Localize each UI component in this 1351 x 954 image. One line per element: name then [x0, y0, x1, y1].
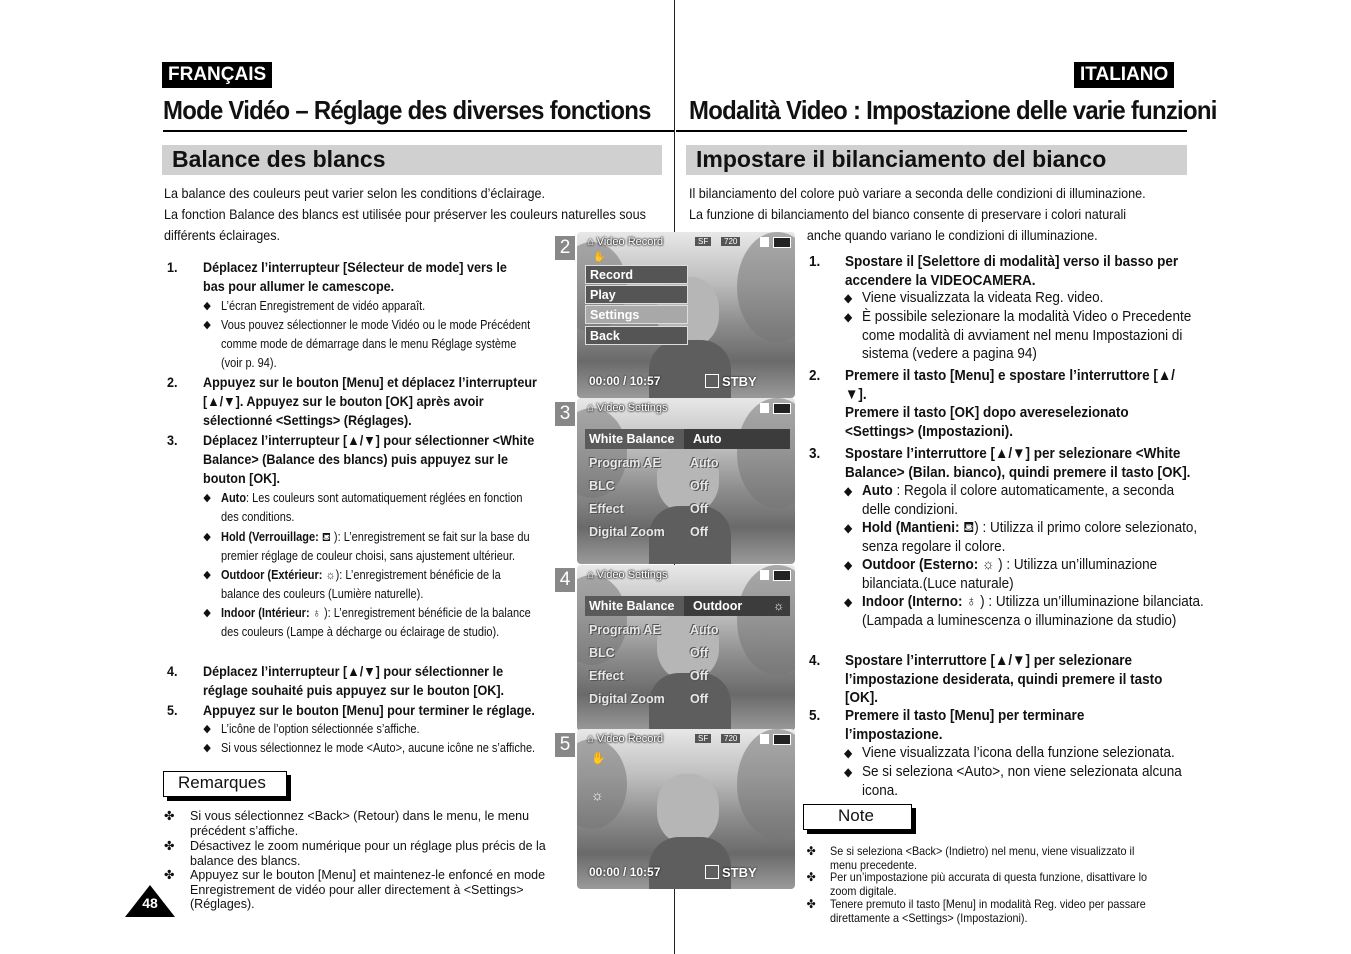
- setting-key: White Balance: [585, 429, 684, 449]
- diamond-bullet-icon: ◆: [844, 595, 853, 609]
- resolution-tag: 720: [721, 734, 740, 743]
- camera-icon-title: ⌂ Video Settings: [587, 402, 668, 414]
- screen-video-settings-outdoor: [577, 565, 795, 731]
- bullet-key: Outdoor (Esterno:: [862, 556, 979, 573]
- bullet-text: ): L’enregistrement se fait sur la base du premier réglage de couleur choisi, sans ajustement ultérieur.: [221, 530, 530, 564]
- screen-label-3: 3: [555, 402, 575, 426]
- intro-line: anche quando variano le condizioni di illuminazione.: [806, 227, 1098, 243]
- bullet-text: ): L’enregistrement bénéficie de la balance des couleurs (Lampe à décharge ou éclairage de studio).: [221, 606, 531, 640]
- camera-icon-title: ⌂ Video Record: [587, 236, 664, 248]
- screen-label-5: 5: [555, 733, 575, 757]
- cross-bullet-icon: ✤: [164, 868, 175, 882]
- section-title-fr: Balance des blancs: [172, 146, 386, 172]
- setting-key: White Balance: [585, 596, 684, 616]
- step-2-it: [809, 367, 1187, 441]
- bullet-text: Si vous sélectionnez le mode <Auto>, aucune icône ne s’affiche.: [221, 741, 536, 755]
- step-text: Appuyez sur le bouton [Menu] et déplacez l’interrupteur [▲/▼]. Appuyez sur le bouton [OK] après avoir sélectionné <Settings> (Réglages).: [203, 374, 537, 428]
- title-rule-fr: [163, 130, 674, 132]
- step-3-bullet-indoor-fr: [203, 604, 542, 642]
- step-1-bullet-1-it: [844, 289, 1204, 308]
- setting-key: BLC: [589, 646, 615, 660]
- step-number: 2.: [167, 374, 178, 390]
- remark-2: [164, 839, 560, 868]
- diamond-bullet-icon: ◆: [203, 569, 211, 581]
- remark-1: [164, 809, 560, 838]
- step-text: Appuyez sur le bouton [Menu] pour terminer le réglage.: [203, 702, 535, 718]
- diamond-bullet-icon: ◆: [844, 291, 853, 305]
- page-number-text: 48: [142, 895, 158, 911]
- timecode: 00:00 / 10:57: [589, 374, 661, 388]
- bullet-key: Indoor (Interno:: [862, 593, 963, 610]
- note-text: Per un’impostazione più accurata di questa funzione, disattivare lo zoom digitale.: [830, 870, 1147, 898]
- bullet-text: ) : Utilizza un’illuminazione bilanciata. (Lampada a luminescenza o illuminazione da studio): [862, 593, 1204, 629]
- setting-value: Auto: [693, 432, 722, 446]
- section-bar-it: [686, 145, 1187, 175]
- bullet-text: L’icône de l’option sélectionnée s’affiche.: [221, 722, 420, 736]
- setting-white-balance[interactable]: [585, 596, 790, 616]
- title-rule-it: [676, 130, 1187, 132]
- hold-wb-icon: ✋: [593, 252, 606, 263]
- bullet-text: ) : Utilizza un’illuminazione bilanciata.(Luce naturale): [862, 556, 1158, 592]
- setting-key: Program AE: [589, 456, 661, 470]
- step-number: 3.: [809, 445, 821, 462]
- setting-key: BLC: [589, 479, 615, 493]
- step-3-it: [809, 445, 1205, 482]
- step-1-fr: [167, 258, 527, 296]
- step-5-bullet-2-fr: [203, 739, 555, 758]
- screen-label-4: 4: [555, 568, 575, 592]
- setting-value: Off: [690, 692, 709, 706]
- intro-line: La balance des couleurs peut varier selon les conditions d’éclairage.: [164, 185, 546, 201]
- screen-video-record-menu: [577, 232, 795, 398]
- setting-value: Auto: [690, 623, 719, 637]
- screen-label-2: 2: [555, 236, 575, 260]
- quality-tag: SF: [695, 237, 711, 246]
- diamond-bullet-icon: ◆: [844, 746, 853, 760]
- camera-icon-title: ⌂ Video Record: [587, 733, 664, 745]
- intro-line: La fonction Balance des blancs est utilisée pour préserver les couleurs naturelles sous: [164, 206, 646, 222]
- standby-status: STBY: [705, 865, 757, 880]
- step-4-it: [809, 652, 1187, 708]
- page-number: [125, 885, 175, 917]
- bullet-text: Viene visualizzata la videata Reg. video.: [862, 289, 1104, 306]
- step-text: Déplacez l’interrupteur [▲/▼] pour sélectionner le réglage souhaité puis appuyez sur le bouton [OK].: [203, 663, 505, 698]
- remarks-box: [163, 771, 287, 797]
- setting-value: Off: [690, 502, 709, 516]
- bullet-text: L’écran Enregistrement de vidéo apparaît.: [221, 299, 426, 313]
- setting-effect[interactable]: [585, 666, 790, 686]
- note-title: Note: [838, 806, 874, 825]
- setting-key: Digital Zoom: [589, 692, 665, 706]
- screen-title: Video Record: [596, 236, 664, 248]
- step-number: 5.: [809, 707, 821, 724]
- step-5-bullet-1-it: [844, 744, 1204, 763]
- step-3-bullet-hold-it: [844, 519, 1204, 556]
- setting-blc[interactable]: [585, 643, 790, 663]
- diamond-bullet-icon: ◆: [844, 521, 853, 535]
- step-3-bullet-indoor-it: [844, 593, 1204, 630]
- intro-it: [689, 183, 1175, 246]
- diamond-bullet-icon: ◆: [203, 742, 211, 754]
- sun-icon: ☼: [981, 556, 995, 573]
- lamp-icon: ♁: [312, 606, 321, 620]
- step-5-bullet-2-it: [844, 763, 1204, 800]
- remarks-title: Remarques: [178, 773, 266, 792]
- step-3-bullet-auto-fr: [203, 489, 542, 527]
- bullet-text: ) : Utilizza il primo colore selezionato, senza regolare il colore.: [862, 519, 1198, 555]
- note-text: Se si seleziona <Back> (Indietro) nel menu, viene visualizzato il menu precedente.: [830, 844, 1135, 872]
- step-number: 1.: [167, 259, 178, 275]
- resolution-tag: 720: [721, 237, 740, 246]
- step-text: Déplacez l’interrupteur [▲/▼] pour sélectionner <White Balance> (Balance des blancs) puis appuyez sur le bouton [OK].: [203, 432, 535, 486]
- diamond-bullet-icon: ◆: [844, 765, 853, 779]
- language-badge-it: ITALIANO: [1074, 62, 1174, 88]
- battery-icon: [773, 570, 791, 581]
- step-text: Spostare il [Selettore di modalità] verso il basso per accendere la VIDEOCAMERA.: [845, 253, 1179, 289]
- setting-white-balance[interactable]: [585, 429, 790, 449]
- language-badge-fr: FRANÇAIS: [162, 62, 272, 88]
- hold-wb-icon: ⛾: [963, 519, 975, 536]
- intro-line: La funzione di bilanciamento del bianco consente di preservare i colori naturali: [689, 206, 1127, 222]
- step-text: Premere il tasto [Menu] e spostare l’interruttore [▲/▼].: [845, 367, 1175, 403]
- camera-icon-title: ⌂ Video Settings: [587, 569, 668, 581]
- setting-effect[interactable]: [585, 499, 790, 519]
- menu-item-back[interactable]: Back: [585, 326, 688, 345]
- menu-item-play[interactable]: Play: [585, 285, 688, 304]
- step-text: Spostare l’interruttore [▲/▼] per selezionare <White Balance> (Bilan. bianco), quindi premere il tasto [OK].: [845, 445, 1191, 481]
- sun-icon: ☼: [773, 599, 785, 613]
- cross-bullet-icon: ✤: [164, 839, 175, 853]
- step-number: 5.: [167, 702, 178, 718]
- diamond-bullet-icon: ◆: [844, 558, 853, 572]
- bullet-text: ): L’enregistrement bénéficie de la balance des couleurs (Lumière naturelle).: [221, 568, 501, 602]
- battery-icon: [773, 403, 791, 414]
- step-3-fr: [167, 431, 545, 488]
- page-title-fr: Mode Vidéo – Réglage des diverses fonctions: [163, 95, 651, 125]
- bullet-key: Auto: [862, 482, 893, 499]
- menu-item-record[interactable]: Record: [585, 265, 688, 284]
- step-number: 4.: [167, 663, 178, 679]
- bullet-key: Indoor (Intérieur:: [221, 606, 310, 620]
- setting-key: Effect: [589, 669, 624, 683]
- bullet-text: È possibile selezionare la modalità Video o Precedente come modalità di avviament nel menu Impostazioni di sistema (vedere a pagina 94): [862, 308, 1192, 362]
- bullet-text: : Regola il colore automaticamente, a seconda delle condizioni.: [862, 482, 1175, 518]
- screen-video-settings-auto: [577, 398, 795, 564]
- diamond-bullet-icon: ◆: [203, 492, 211, 504]
- cross-bullet-icon: ✤: [806, 870, 816, 884]
- step-5-it: [809, 707, 1115, 744]
- setting-value: Outdoor: [693, 599, 743, 613]
- bullet-key: Outdoor (Extérieur:: [221, 568, 323, 582]
- intro-line: Il bilanciamento del colore può variare a seconda delle condizioni di illuminazione.: [689, 185, 1146, 201]
- step-3-bullet-auto-it: [844, 482, 1204, 519]
- setting-program-ae[interactable]: [585, 620, 790, 640]
- cross-bullet-icon: ✤: [806, 844, 816, 858]
- sun-icon: ☼: [325, 568, 336, 582]
- step-3-bullet-hold-fr: [203, 528, 542, 566]
- bullet-key: Hold (Verrouillage:: [221, 530, 319, 544]
- timecode: 00:00 / 10:57: [589, 865, 661, 879]
- quality-tag: SF: [695, 734, 711, 743]
- memory-card-icon: [760, 734, 769, 744]
- step-3-bullet-outdoor-it: [844, 556, 1204, 593]
- diamond-bullet-icon: ◆: [203, 607, 211, 619]
- intro-line: différents éclairages.: [164, 227, 281, 243]
- section-bar-fr: [162, 145, 662, 175]
- setting-blc[interactable]: [585, 476, 790, 496]
- bullet-text: : Les couleurs sont automatiquement réglées en fonction des conditions.: [221, 491, 523, 525]
- setting-digital-zoom[interactable]: [585, 689, 790, 709]
- note-1: [806, 844, 1145, 872]
- note-box: [803, 804, 912, 830]
- setting-key: Digital Zoom: [589, 525, 665, 539]
- note-2: [806, 870, 1172, 898]
- screen-title: Video Settings: [596, 402, 668, 414]
- remark-text: Désactivez le zoom numérique pour un réglage plus précis de la balance des blancs.: [190, 839, 546, 868]
- setting-value: Off: [690, 646, 709, 660]
- bullet-text: Viene visualizzata l’icona della funzione selezionata.: [862, 744, 1175, 761]
- note-3: [806, 897, 1172, 925]
- remark-text: Si vous sélectionnez <Back> (Retour) dans le menu, le menu précédent s’affiche.: [190, 809, 530, 838]
- bullet-text: Se si seleziona <Auto>, non viene selezionata alcuna icona.: [862, 763, 1182, 799]
- diamond-bullet-icon: ◆: [203, 531, 211, 543]
- cross-bullet-icon: ✤: [806, 897, 816, 911]
- diamond-bullet-icon: ◆: [203, 319, 211, 331]
- step-number: 4.: [809, 652, 821, 669]
- hold-wb-icon: ✋: [591, 751, 606, 765]
- step-number: 2.: [809, 367, 821, 384]
- step-text: Premere il tasto [OK] dopo avereselezionato <Settings> (Impostazioni).: [845, 404, 1129, 440]
- step-text: Premere il tasto [Menu] per terminare l’impostazione.: [845, 707, 1085, 743]
- standby-status: STBY: [705, 374, 757, 389]
- remark-text: Appuyez sur le bouton [Menu] et maintenez-le enfoncé en mode Enregistrement de vidéo pour aller directement à <Settings> (Réglages).: [190, 868, 546, 911]
- battery-icon: [773, 734, 791, 745]
- step-2-fr: [167, 373, 545, 430]
- step-4-fr: [167, 662, 545, 700]
- step-3-bullet-outdoor-fr: [203, 566, 542, 604]
- setting-value: Off: [690, 669, 709, 683]
- setting-digital-zoom[interactable]: [585, 522, 790, 542]
- bullet-key: Auto: [221, 491, 247, 505]
- sun-icon: ☼: [591, 787, 604, 803]
- cross-bullet-icon: ✤: [164, 809, 175, 823]
- diamond-bullet-icon: ◆: [844, 310, 853, 324]
- step-5-bullet-1-fr: [203, 720, 555, 739]
- setting-value: Off: [690, 525, 709, 539]
- setting-key: Effect: [589, 502, 624, 516]
- step-1-bullet-1-fr: [203, 297, 538, 316]
- step-1-bullet-2-it: [844, 308, 1204, 364]
- memory-card-icon: [760, 403, 769, 413]
- section-title-it: Impostare il bilanciamento del bianco: [696, 146, 1107, 172]
- step-text: Déplacez l’interrupteur [Sélecteur de mode] vers le bas pour allumer le camescope.: [203, 259, 507, 294]
- hold-wb-icon: ⛾: [321, 530, 331, 544]
- setting-value: Off: [690, 479, 709, 493]
- screen-title: Video Record: [596, 733, 664, 745]
- step-number: 1.: [809, 253, 821, 270]
- bullet-text: Vous pouvez sélectionner le mode Vidéo ou le mode Précédent comme mode de démarrage dans le menu Réglage système (voir p. 94).: [221, 318, 531, 371]
- step-5-fr: [167, 701, 563, 720]
- setting-value: Auto: [690, 456, 719, 470]
- menu-item-settings[interactable]: Settings: [585, 305, 688, 324]
- bullet-key: Hold (Mantieni:: [862, 519, 960, 536]
- step-1-it: [809, 253, 1196, 290]
- setting-program-ae[interactable]: [585, 453, 790, 473]
- lamp-icon: ♁: [966, 593, 977, 610]
- remark-3: [164, 868, 565, 912]
- note-text: Tenere premuto il tasto [Menu] in modalità Reg. video per passare direttamente a <Settings> (Impostazioni).: [830, 897, 1146, 925]
- step-1-bullet-2-fr: [203, 316, 538, 374]
- diamond-bullet-icon: ◆: [203, 300, 211, 312]
- page-title-it: Modalità Video : Impostazione delle varie funzioni: [689, 95, 1217, 125]
- diamond-bullet-icon: ◆: [203, 723, 211, 735]
- diamond-bullet-icon: ◆: [844, 484, 853, 498]
- memory-card-icon: [760, 570, 769, 580]
- step-text: Spostare l’interruttore [▲/▼] per selezionare l’impostazione desiderata, quindi premere il tasto [OK].: [845, 652, 1163, 706]
- screen-title: Video Settings: [596, 569, 668, 581]
- setting-key: Program AE: [589, 623, 661, 637]
- step-number: 3.: [167, 432, 178, 448]
- screen-video-record-final: [577, 729, 795, 889]
